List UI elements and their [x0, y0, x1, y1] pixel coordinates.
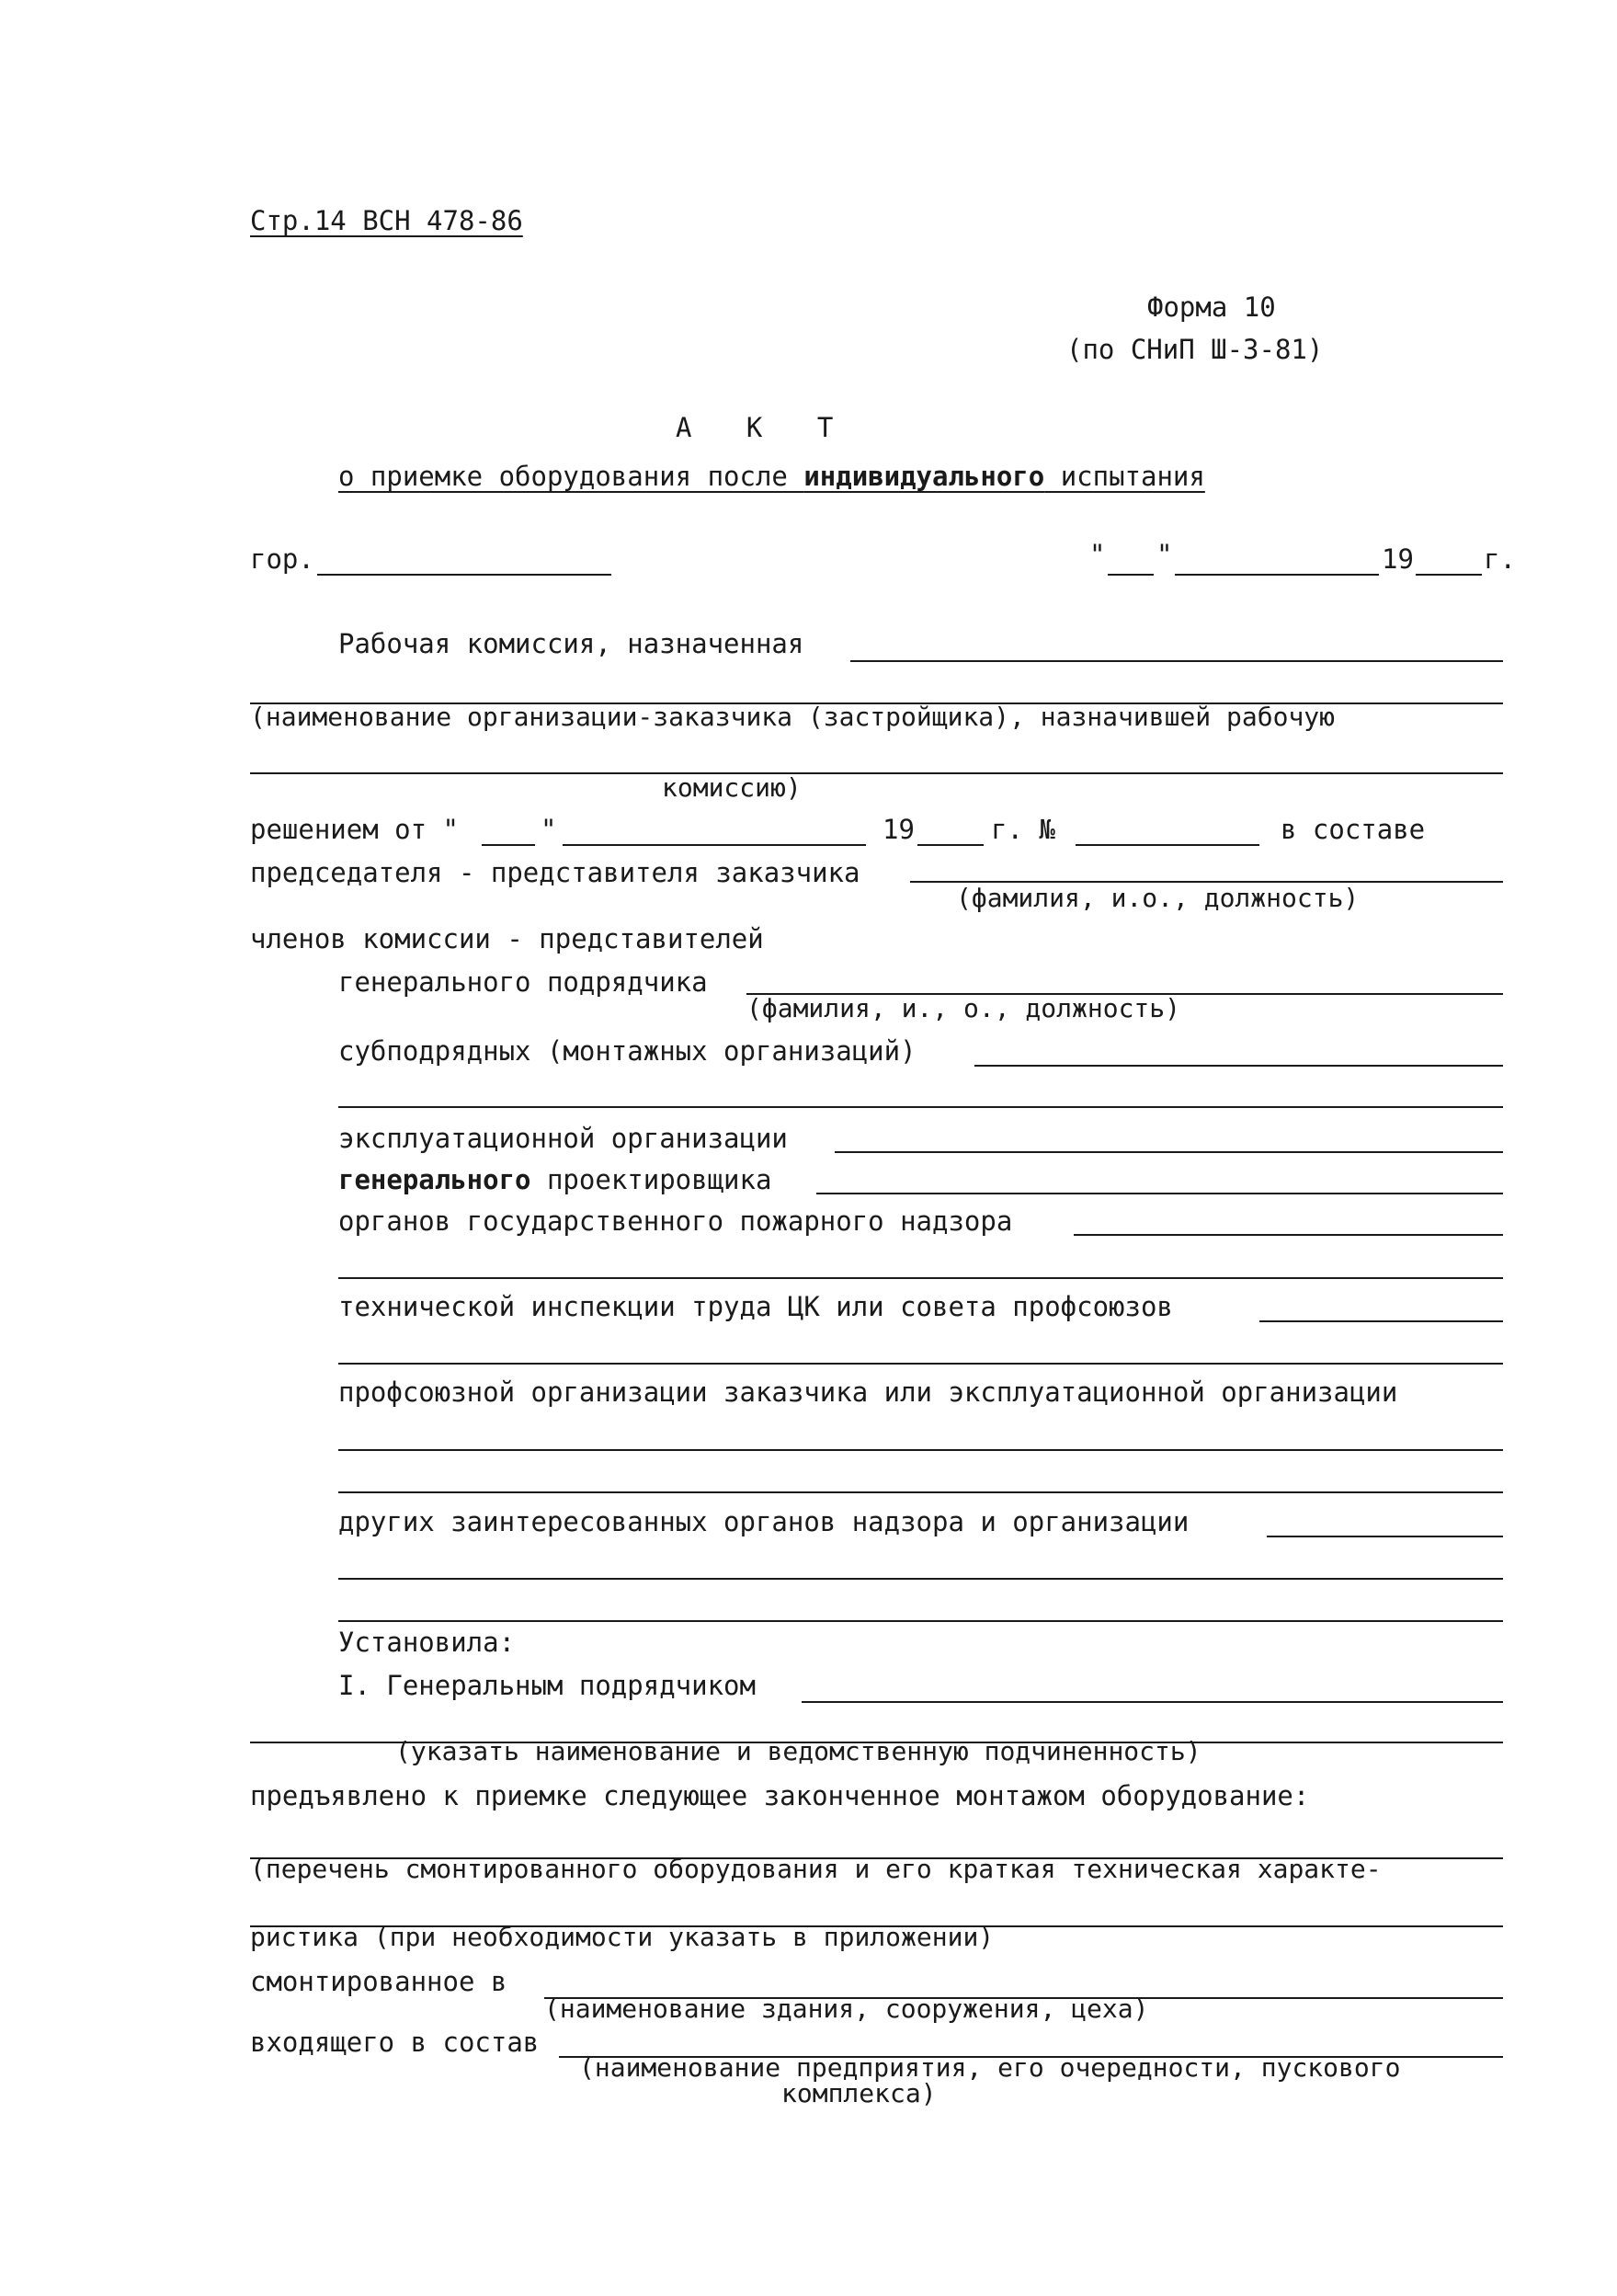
subordination-caption: (указать наименование и ведомственную подчиненность): [395, 1736, 1201, 1766]
commission-label: Рабочая комиссия, назначенная: [338, 628, 804, 659]
subcontractors-field[interactable]: [974, 1065, 1503, 1067]
customer-org-caption: (наименование организации-заказчика (застройщика), назначившей рабочую: [250, 702, 1336, 732]
mounted-in-label: смонтированное в: [250, 1966, 507, 1997]
subcontractors-label: субподрядных (монтажных организаций): [338, 1035, 917, 1067]
tech-inspection-field[interactable]: [1259, 1320, 1503, 1322]
decision-composition: в составе: [1281, 814, 1426, 845]
decision-number-field[interactable]: [1076, 844, 1259, 846]
fire-supervision-field[interactable]: [1074, 1234, 1503, 1236]
city-field[interactable]: [317, 574, 611, 576]
date-year-prefix: 19: [1382, 543, 1414, 575]
date-year-field[interactable]: [1416, 574, 1482, 576]
decision-quote-close: ": [541, 814, 557, 845]
general-contractor-name-field[interactable]: [802, 1701, 1503, 1703]
members-label: членов комиссии - представителей: [250, 923, 764, 954]
item-1-label: I. Генеральным подрядчиком: [338, 1670, 756, 1701]
date-month-field[interactable]: [1175, 574, 1379, 576]
chairman-label: председателя - представителя заказчика: [250, 857, 860, 888]
fire-supervision-label: органов государственного пожарного надзора: [338, 1205, 1013, 1237]
page-reference: Стр.14 ВСН 478-86: [250, 205, 523, 236]
city-label: гор.: [250, 543, 314, 575]
decision-month-field[interactable]: [563, 844, 866, 846]
decision-year-prefix: 19: [883, 814, 915, 845]
customer-org-caption-2: комиссию): [662, 772, 802, 803]
date-year-suffix: г.: [1484, 543, 1516, 575]
operating-org-label: эксплуатационной организации: [338, 1123, 788, 1154]
form-number: Форма 10: [1147, 291, 1276, 323]
presented-label: предъявлено к приемке следующее законченное монтажом оборудование:: [250, 1780, 1310, 1811]
date-quote-open: ": [1089, 539, 1106, 570]
date-quote-close: ": [1156, 539, 1173, 570]
enterprise-caption-2: комплекса): [781, 2078, 937, 2108]
union-field[interactable]: [338, 1449, 1503, 1451]
enterprise-caption: (наименование предприятия, его очередности, пускового: [579, 2052, 1401, 2083]
others-field-2[interactable]: [338, 1578, 1503, 1580]
general-contractor-label: генерального подрядчика: [338, 966, 708, 998]
form-basis: (по СНиП Ш-3-81): [1066, 334, 1324, 365]
decision-year-field[interactable]: [917, 844, 984, 846]
designer-label: генерального проектировщика: [338, 1164, 772, 1195]
building-caption: (наименование здания, сооружения, цеха): [544, 1993, 1149, 2024]
others-field-3[interactable]: [338, 1620, 1503, 1622]
decision-label: решением от ": [250, 814, 459, 845]
document-subtitle: о приемке оборудования после индивидуального испытания: [338, 461, 1205, 492]
designer-field[interactable]: [816, 1193, 1503, 1194]
operating-org-field[interactable]: [835, 1151, 1503, 1153]
subcontractors-field-2[interactable]: [338, 1106, 1503, 1108]
part-of-label: входящего в состав: [250, 2027, 540, 2058]
decision-number-label: г. №: [991, 814, 1055, 845]
tech-inspection-label: технической инспекции труда ЦК или совета профсоюзов: [338, 1291, 1173, 1322]
established-label: Установила:: [338, 1627, 516, 1658]
fire-supervision-field-2[interactable]: [338, 1277, 1503, 1279]
general-contractor-caption: (фамилия, и., о., должность): [746, 993, 1181, 1023]
chairman-caption: (фамилия, и.о., должность): [956, 883, 1360, 913]
decision-day-field[interactable]: [482, 844, 535, 846]
customer-org-field-2[interactable]: [250, 772, 1503, 774]
commission-field[interactable]: [850, 660, 1503, 662]
others-field[interactable]: [1267, 1536, 1503, 1537]
union-label: профсоюзной организации заказчика или эксплуатационной организации: [338, 1376, 1398, 1408]
equipment-list-caption-2: ристика (при необходимости указать в приложении): [250, 1922, 995, 1952]
date-day-field[interactable]: [1108, 574, 1154, 576]
equipment-list-caption: (перечень смонтированного оборудования и его краткая техническая характе-: [250, 1854, 1382, 1884]
document-title: А К Т: [676, 412, 839, 443]
tech-inspection-field-2[interactable]: [338, 1363, 1503, 1365]
union-field-2[interactable]: [338, 1491, 1503, 1493]
others-label: других заинтересованных органов надзора и организации: [338, 1506, 1190, 1537]
